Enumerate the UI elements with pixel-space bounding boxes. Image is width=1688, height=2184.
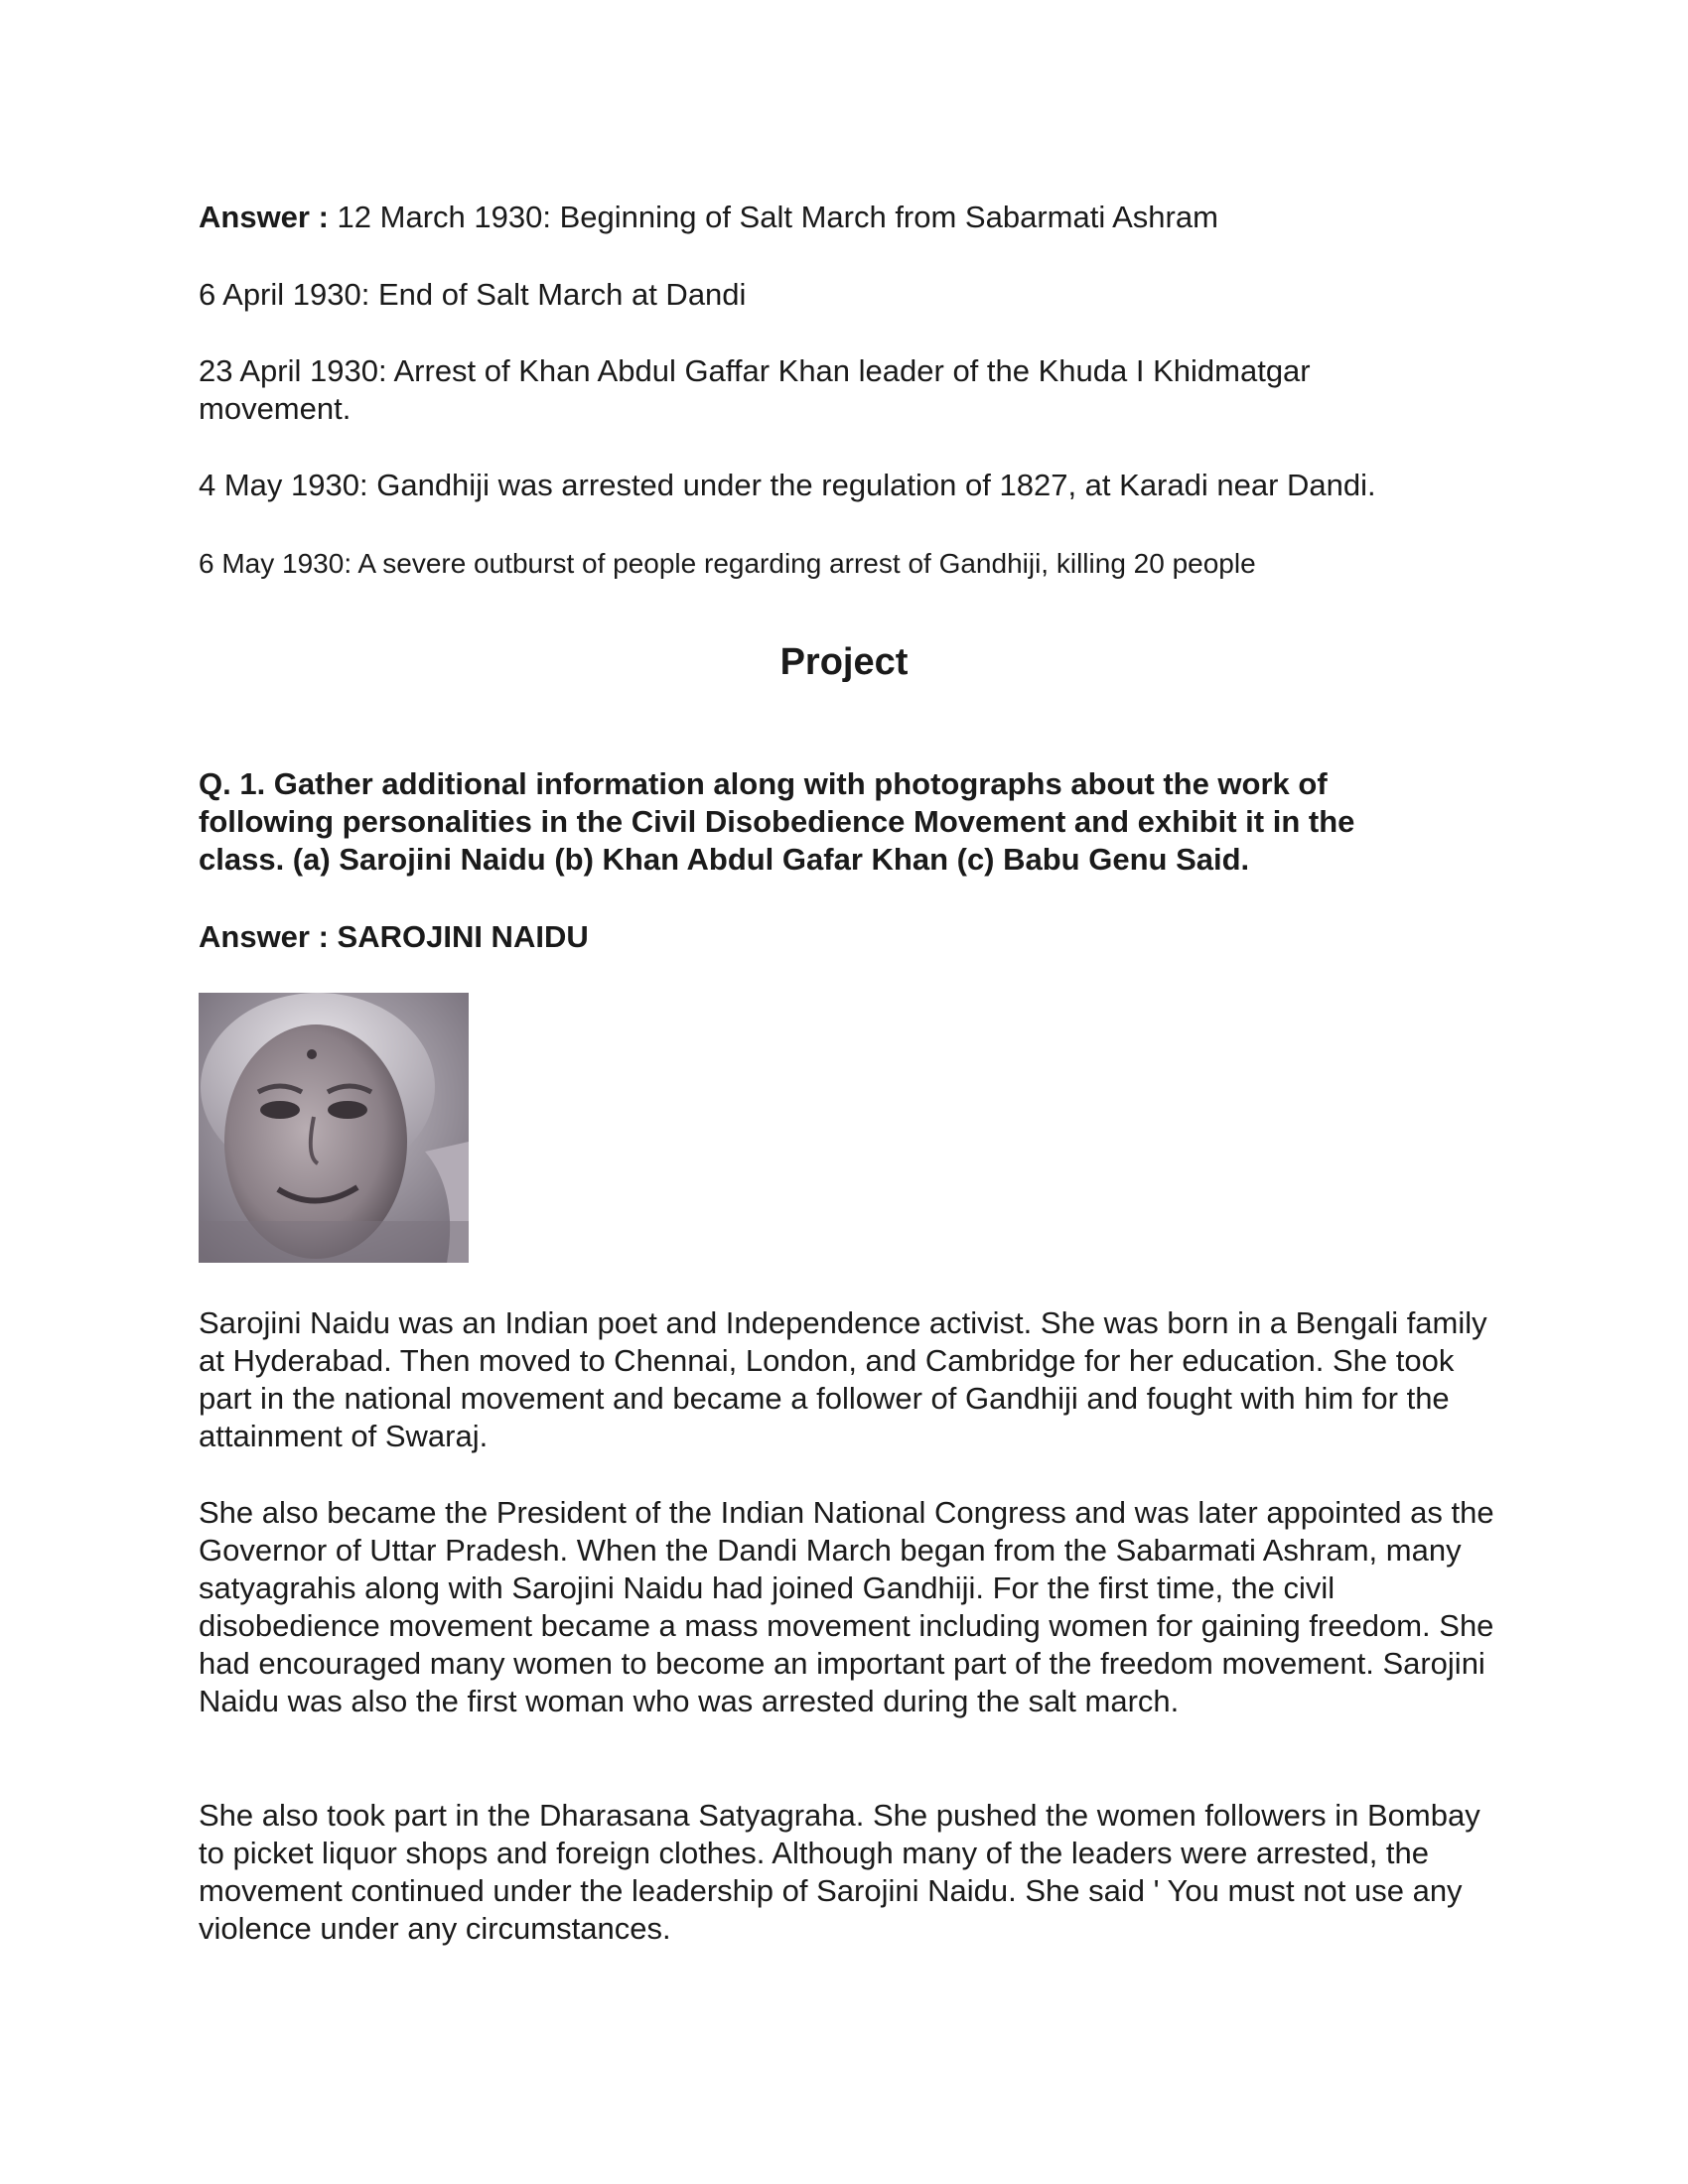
timeline-item-3: 23 April 1930: Arrest of Khan Abdul Gaffar Khan leader of the Khuda I Khidmatgar [199, 353, 1311, 388]
timeline-item-3-continued: movement. [199, 391, 352, 426]
question-line-1: Q. 1. Gather additional information along with photographs about the work of [199, 766, 1328, 801]
timeline-item-1 [199, 199, 1489, 236]
timeline-item-1-text: 12 March 1930: Beginning of Salt March from Sabarmati Ashram [337, 200, 1218, 234]
paragraph-3: She also took part in the Dharasana Satyagraha. She pushed the women followers in Bombay to picket liquor shops and foreign clothes. Although many of the leaders were arrested, the movement continued under the leadership of Sarojini Naidu. She said ' You must not use any violence under any circumstances. [199, 1798, 1480, 1946]
question-line-2: following personalities in the Civil Disobedience Movement and exhibit it in the [199, 804, 1355, 839]
project-heading: Project [779, 641, 909, 683]
portrait-photo [199, 993, 469, 1263]
timeline-item-2: 6 April 1930: End of Salt March at Dandi [199, 277, 747, 312]
timeline-item-4: 4 May 1930: Gandhiji was arrested under the regulation of 1827, at Karadi near Dandi. [199, 468, 1376, 502]
timeline-item-5: 6 May 1930: A severe outburst of people regarding arrest of Gandhiji, killing 20 people [199, 548, 1256, 579]
paragraph-2: She also became the President of the Indian National Congress and was later appointed as the Governor of Uttar Pradesh. When the Dandi March began from the Sabarmati Ashram, many satyagrahis along with Sarojini Naidu had joined Gandhiji. For the first time, the civil disobedience movement became a mass movement including women for gaining freedom. She had encouraged many women to become an important part of the freedom movement. Sarojini Naidu was also the first woman who was arrested during the salt march. [199, 1495, 1494, 1718]
question-line-3: class. (a) Sarojini Naidu (b) Khan Abdul Gafar Khan (c) Babu Genu Said. [199, 842, 1250, 877]
paragraph-1: Sarojini Naidu was an Indian poet and Independence activist. She was born in a Bengali family at Hyderabad. Then moved to Chennai, London, and Cambridge for her education. She took part in the national movement and became a follower of Gandhiji and fought with him for the attainment of Swaraj. [199, 1305, 1487, 1453]
answer-label: Answer : [199, 200, 329, 234]
answer-heading: Answer : SAROJINI NAIDU [199, 919, 589, 954]
